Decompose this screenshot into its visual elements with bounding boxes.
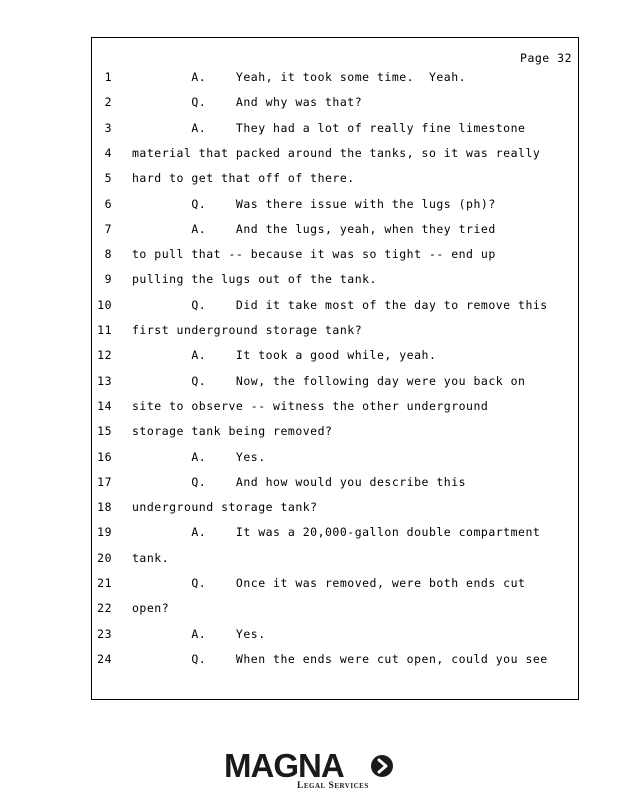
chevron-right-circle-icon bbox=[370, 754, 394, 778]
line-number: 5 bbox=[104, 171, 112, 186]
line-number: 22 bbox=[97, 601, 112, 616]
line-number: 7 bbox=[104, 221, 112, 236]
line-number: 23 bbox=[97, 626, 112, 641]
transcript-line bbox=[0, 576, 618, 596]
transcript-line bbox=[0, 627, 618, 647]
line-text: A. Yeah, it took some time. Yeah. bbox=[132, 70, 467, 84]
line-number: 16 bbox=[97, 449, 112, 464]
line-text: A. They had a lot of really fine limestone bbox=[132, 120, 526, 135]
line-text: Q. And how would you describe this bbox=[132, 474, 467, 489]
transcript-line bbox=[0, 424, 618, 444]
line-text: Q. And why was that? bbox=[132, 95, 363, 110]
line-text: A. It took a good while, yeah. bbox=[132, 348, 437, 363]
line-text: A. It was a 20,000-gallon double compartment bbox=[132, 525, 541, 540]
line-text: A. And the lugs, yeah, when they tried bbox=[132, 221, 496, 236]
transcript-line bbox=[0, 197, 618, 217]
transcript-line bbox=[0, 652, 618, 672]
line-text: first underground storage tank? bbox=[132, 323, 363, 337]
line-text: tank. bbox=[132, 550, 170, 565]
transcript-line bbox=[0, 551, 618, 571]
transcript-line bbox=[0, 348, 618, 368]
line-number: 6 bbox=[104, 196, 112, 211]
line-text: material that packed around the tanks, so it was really bbox=[132, 145, 541, 160]
transcript-line bbox=[0, 298, 618, 318]
logo-wordmark: MAGNA bbox=[224, 747, 344, 784]
line-text: Q. When the ends were cut open, could you see bbox=[132, 651, 548, 666]
line-text: Q. Was there issue with the lugs (ph)? bbox=[132, 196, 496, 211]
line-number: 3 bbox=[104, 120, 112, 135]
transcript-line bbox=[0, 272, 618, 292]
transcript-line bbox=[0, 247, 618, 267]
line-number: 9 bbox=[104, 272, 112, 287]
transcript-line bbox=[0, 121, 618, 141]
logo-subtitle: Legal Services bbox=[297, 781, 369, 791]
line-number: 18 bbox=[97, 500, 112, 515]
transcript-line bbox=[0, 500, 618, 520]
transcript-line bbox=[0, 222, 618, 242]
line-text: A. Yes. bbox=[132, 449, 266, 464]
line-number: 24 bbox=[97, 651, 112, 666]
transcript-line bbox=[0, 171, 618, 191]
line-number: 20 bbox=[97, 550, 112, 565]
transcript-line bbox=[0, 374, 618, 394]
magna-logo bbox=[222, 748, 397, 793]
line-number: 2 bbox=[104, 95, 112, 110]
line-number: 14 bbox=[97, 398, 112, 413]
line-number: 21 bbox=[97, 576, 112, 590]
line-number: 8 bbox=[104, 247, 112, 262]
line-number: 19 bbox=[97, 525, 112, 540]
transcript-line bbox=[0, 525, 618, 545]
transcript-line bbox=[0, 70, 618, 90]
line-text: to pull that -- because it was so tight -- end up bbox=[132, 247, 496, 262]
line-text: pulling the lugs out of the tank. bbox=[132, 272, 377, 287]
line-text: site to observe -- witness the other underground bbox=[132, 398, 489, 413]
line-text: underground storage tank? bbox=[132, 500, 318, 515]
transcript-line bbox=[0, 323, 618, 343]
transcript-line bbox=[0, 146, 618, 166]
line-number: 17 bbox=[97, 474, 112, 489]
line-number: 10 bbox=[97, 297, 112, 312]
line-text: storage tank being removed? bbox=[132, 424, 333, 439]
line-text: open? bbox=[132, 601, 170, 616]
line-text: A. Yes. bbox=[132, 626, 266, 641]
line-text: Q. Once it was removed, were both ends cut bbox=[132, 576, 526, 590]
line-number: 15 bbox=[97, 424, 112, 439]
transcript-line bbox=[0, 601, 618, 621]
transcript-line bbox=[0, 95, 618, 115]
line-number: 11 bbox=[97, 323, 112, 337]
line-number: 1 bbox=[104, 70, 112, 84]
transcript-line bbox=[0, 399, 618, 419]
line-number: 13 bbox=[97, 373, 112, 388]
page-number: Page 32 bbox=[520, 51, 572, 65]
transcript-line bbox=[0, 450, 618, 470]
line-text: Q. Now, the following day were you back on bbox=[132, 373, 526, 388]
line-text: hard to get that off of there. bbox=[132, 171, 355, 186]
line-number: 12 bbox=[97, 348, 112, 363]
line-text: Q. Did it take most of the day to remove this bbox=[132, 297, 548, 312]
line-number: 4 bbox=[104, 145, 112, 160]
transcript-line bbox=[0, 475, 618, 495]
